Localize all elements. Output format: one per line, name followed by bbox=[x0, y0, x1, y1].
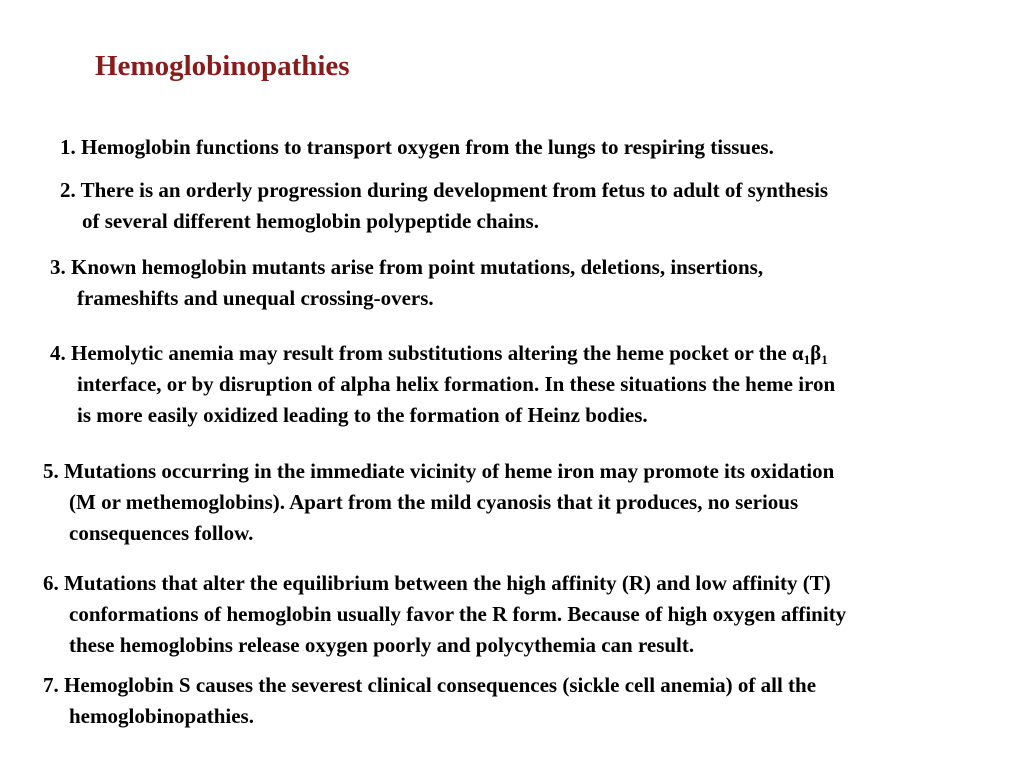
point-7-line-1: 7. Hemoglobin S causes the severest clinical consequences (sickle cell anemia) of all the bbox=[43, 673, 817, 697]
point-7 bbox=[43, 670, 816, 732]
slide-title: Hemoglobinopathies bbox=[95, 50, 350, 82]
point-4-line-1 bbox=[50, 338, 835, 369]
point-1-line-1: 1. Hemoglobin functions to transport oxygen from the lungs to respiring tissues. bbox=[60, 135, 774, 159]
point-4-line-3: is more easily oxidized leading to the formation of Heinz bodies. bbox=[77, 403, 648, 427]
point-3-line-2: frameshifts and unequal crossing-overs. bbox=[77, 286, 434, 310]
beta-subscript: 1 bbox=[821, 352, 828, 367]
point-4-line-2: interface, or by disruption of alpha helix formation. In these situations the heme iron bbox=[77, 372, 836, 396]
beta-symbol: β bbox=[810, 341, 822, 365]
point-1 bbox=[60, 132, 774, 163]
point-7-line-2: hemoglobinopathies. bbox=[69, 704, 254, 728]
point-6 bbox=[43, 568, 846, 661]
point-6-line-2: conformations of hemoglobin usually favor the R form. Because of high oxygen affinity bbox=[69, 602, 847, 626]
point-6-line-1: 6. Mutations that alter the equilibrium between the high affinity (R) and low affinity (T) bbox=[43, 571, 831, 595]
point-2-line-1: 2. There is an orderly progression during development from fetus to adult of synthesis bbox=[60, 178, 829, 202]
point-5-line-3: consequences follow. bbox=[69, 521, 254, 545]
point-2-line-2: of several different hemoglobin polypeptide chains. bbox=[82, 209, 539, 233]
point-5-line-1: 5. Mutations occurring in the immediate vicinity of heme iron may promote its oxidation bbox=[43, 459, 835, 483]
point-2 bbox=[60, 175, 828, 237]
point-3-line-1: 3. Known hemoglobin mutants arise from point mutations, deletions, insertions, bbox=[50, 255, 764, 279]
alpha-subscript: 1 bbox=[803, 352, 811, 367]
point-4 bbox=[50, 338, 835, 431]
point-6-line-3: these hemoglobins release oxygen poorly and polycythemia can result. bbox=[69, 633, 695, 657]
alpha-symbol: α bbox=[791, 341, 804, 365]
point-4-line-1-text: 4. Hemolytic anemia may result from substitutions altering the heme pocket or the bbox=[50, 341, 792, 365]
point-5-line-2: (M or methemoglobins). Apart from the mild cyanosis that it produces, no serious bbox=[69, 490, 799, 514]
point-5 bbox=[43, 456, 834, 549]
point-3 bbox=[50, 252, 763, 314]
